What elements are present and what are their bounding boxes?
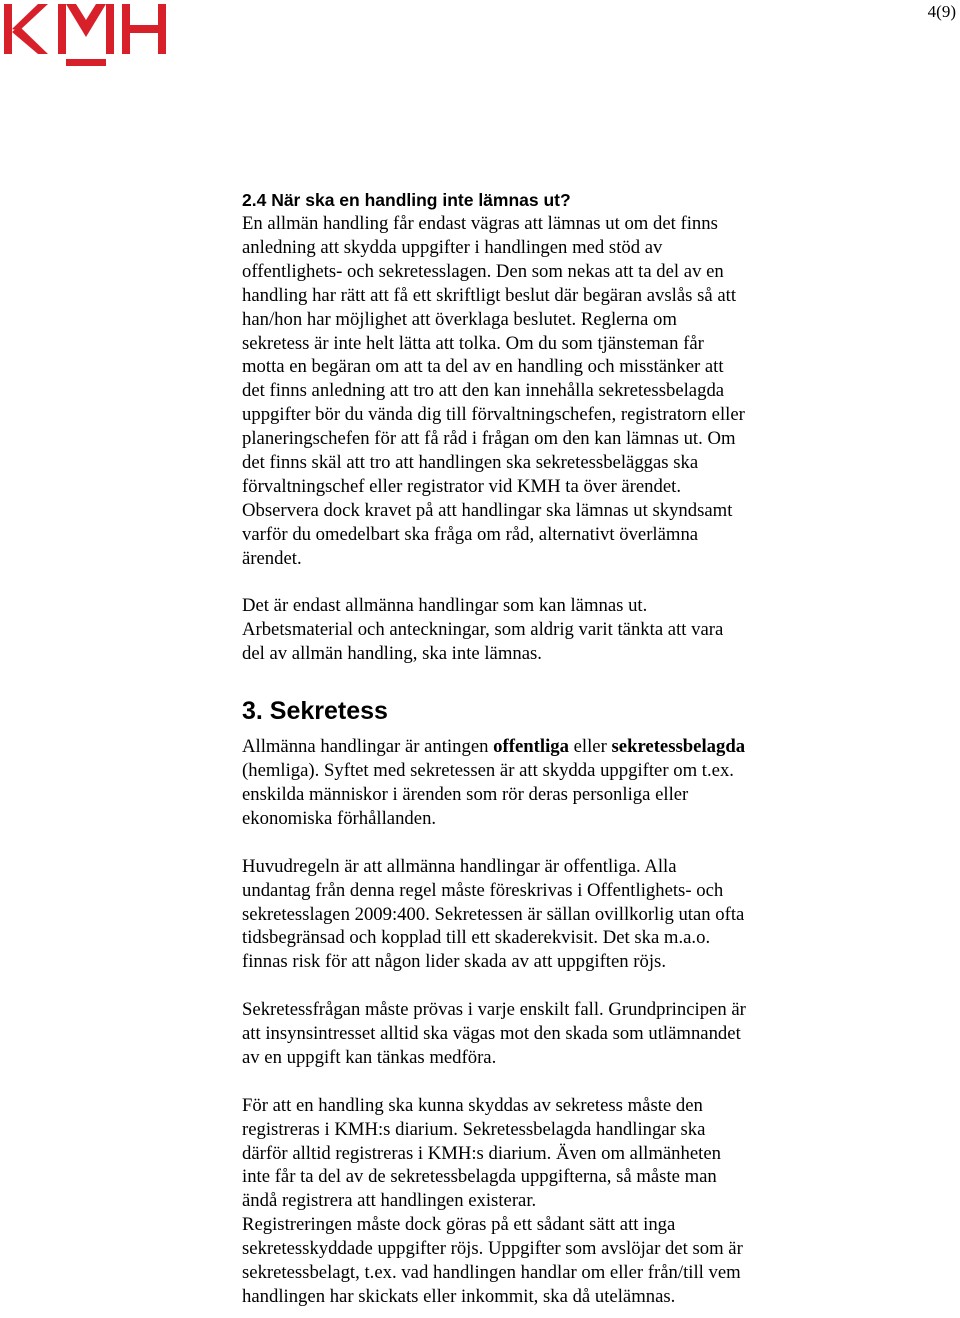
text-line: tidsbegränsad och kopplad till ett skaderekvisit. Det ska m.a.o. <box>242 927 711 949</box>
text-line: offentlighets- och sekretesslagen. Den som nekas att ta del av en <box>242 260 724 282</box>
text-line: enskilda människor i ärenden som rör deras personliga eller <box>242 784 689 806</box>
section-3-paragraph-4 <box>242 1094 942 1309</box>
document-body <box>242 188 942 1309</box>
text-line: ändå registrera att handlingen existerar. <box>242 1190 537 1212</box>
text-line: sekretessbelagt, t.ex. vad handlingen handlar om eller från/till vem <box>242 1262 741 1284</box>
text-line: (hemliga). Syftet med sekretessen är att skydda uppgifter om t.ex. <box>242 760 734 782</box>
text-line: motta en begäran om att ta del av en handling och misstänker att <box>242 356 724 378</box>
text-line: förvaltningschef eller registrator vid KMH ta över ärendet. <box>242 475 681 497</box>
kmh-logo <box>4 4 166 66</box>
text-line: handling har rätt att få ett skriftligt beslut där begäran avslås så att <box>242 284 737 306</box>
text-line: av en uppgift kan tänkas medföra. <box>242 1046 497 1068</box>
text-line: del av allmän handling, ska inte lämnas. <box>242 643 542 665</box>
text-line: ekonomiska förhållanden. <box>242 807 437 829</box>
text-line: För att en handling ska kunna skyddas av sekretess måste den <box>242 1094 703 1116</box>
text-line: inte får ta del av de sekretessbelagda uppgifterna, så måste man <box>242 1166 717 1188</box>
section-3-paragraph-1 <box>242 735 942 831</box>
text-run: eller <box>568 736 612 758</box>
text-line: Observera dock kravet på att handlingar ska lämnas ut skyndsamt <box>242 499 733 521</box>
section-2-4-heading: 2.4 När ska en handling inte lämnas ut? <box>242 190 571 210</box>
text-line: undantag från denna regel måste föreskrivas i Offentlighets- och <box>242 879 724 901</box>
text-line: det finns skäl att tro att handlingen ska sekretessbeläggas ska <box>242 452 699 474</box>
text-line: Det är endast allmänna handlingar som kan lämnas ut. <box>242 595 648 617</box>
text-line: anledning att skydda uppgifter i handlingen med stöd av <box>242 236 663 258</box>
text-line: Huvudregeln är att allmänna handlingar är offentliga. Alla <box>242 855 677 877</box>
text-line: uppgifter bör du vända dig till förvaltningschefen, registratorn eller <box>242 404 745 426</box>
bold-term-sekretessbelagda: sekretessbelagda <box>611 736 746 758</box>
text-line: Arbetsmaterial och anteckningar, som aldrig varit tänkta att vara <box>242 619 724 641</box>
text-line: finnas risk för att någon lider skada av att uppgiften röjs. <box>242 951 666 973</box>
text-line: handlingen har skickats eller inkommit, ska då utelämnas. <box>242 1286 676 1307</box>
text-line <box>242 735 942 759</box>
section-2-4-paragraph-1 <box>242 212 942 571</box>
bold-term-offentliga: offentliga <box>493 736 569 758</box>
section-2-4-paragraph-2 <box>242 594 942 666</box>
section-3-heading: 3. Sekretess <box>242 697 388 726</box>
section-3-paragraph-3 <box>242 998 942 1070</box>
text-line: registreras i KMH:s diarium. Sekretessbelagda handlingar ska <box>242 1118 706 1140</box>
kmh-logo-mark <box>4 4 166 66</box>
text-line: att insynsintresset alltid ska vägas mot den skada som utlämnandet <box>242 1023 741 1045</box>
text-line: därför alltid registreras i KMH:s diarium. Även om allmänheten <box>242 1142 721 1164</box>
text-line: varför du omedelbart ska fråga om råd, alternativt överlämna <box>242 523 699 545</box>
text-line: det finns anledning att tro att den kan innehålla sekretessbelagda <box>242 380 725 402</box>
page-number: 4(9) <box>927 2 956 21</box>
text-line: Sekretessfrågan måste prövas i varje enskilt fall. Grundprincipen är <box>242 999 746 1021</box>
section-3-paragraph-2 <box>242 855 942 975</box>
text-run: Allmänna handlingar är antingen <box>242 736 494 758</box>
text-line: ärendet. <box>242 547 302 569</box>
text-line: planeringschefen för att få råd i frågan om den kan lämnas ut. Om <box>242 428 736 450</box>
text-line: En allmän handling får endast vägras att lämnas ut om det finns <box>242 213 718 234</box>
text-line: han/hon har möjlighet att överklaga beslutet. Reglerna om <box>242 308 677 330</box>
text-line: sekretess är inte helt lätta att tolka. Om du som tjänsteman får <box>242 332 704 354</box>
text-line: Registreringen måste dock göras på ett sådant sätt att inga <box>242 1214 676 1236</box>
text-line: sekretesskyddade uppgifter röjs. Uppgifter som avslöjar det som är <box>242 1238 743 1260</box>
text-line: sekretesslagen 2009:400. Sekretessen är sällan ovillkorlig utan ofta <box>242 903 745 925</box>
